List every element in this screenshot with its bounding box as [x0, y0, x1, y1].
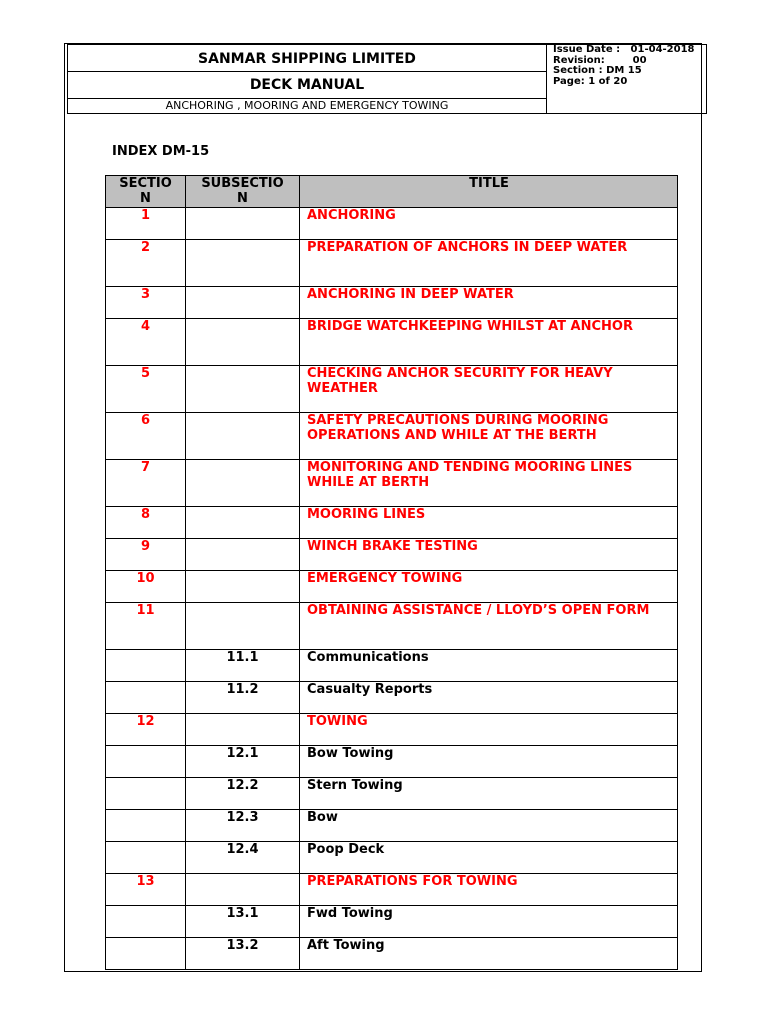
table-row — [106, 650, 678, 682]
document-meta — [546, 44, 707, 114]
table-row — [106, 539, 678, 571]
company-name: SANMAR SHIPPING LIMITED — [67, 44, 547, 72]
col-header-section-label: SECTIO N — [119, 176, 172, 206]
subsection-number: 12.2 — [186, 778, 300, 810]
section-number: 1 — [106, 208, 186, 240]
section-number: 7 — [106, 460, 186, 507]
meta-issue-date — [553, 45, 706, 56]
section-number — [106, 810, 186, 842]
table-row — [106, 714, 678, 746]
table-row — [106, 366, 678, 413]
meta-section — [553, 66, 706, 77]
col-header-title-label: TITLE — [469, 176, 509, 191]
index-table-body — [106, 208, 678, 970]
table-row — [106, 778, 678, 810]
table-row — [106, 287, 678, 319]
section-number — [106, 650, 186, 682]
section-number — [106, 842, 186, 874]
col-header-section — [106, 176, 186, 208]
section-number — [106, 938, 186, 970]
section-number: 8 — [106, 507, 186, 539]
subsection-number: 11.2 — [186, 682, 300, 714]
meta-page — [553, 77, 706, 88]
subsection-title: Communications — [300, 650, 678, 682]
document-header — [67, 44, 547, 114]
table-row — [106, 874, 678, 906]
section-title: TOWING — [300, 714, 678, 746]
section-number: 5 — [106, 366, 186, 413]
table-row — [106, 842, 678, 874]
section-title: ANCHORING — [300, 208, 678, 240]
subsection-title: Fwd Towing — [300, 906, 678, 938]
index-title: INDEX DM-15 — [112, 144, 210, 159]
section-number: 4 — [106, 319, 186, 366]
table-row — [106, 319, 678, 366]
section-title: OBTAINING ASSISTANCE / LLOYD’S OPEN FORM — [300, 603, 678, 650]
subsection-number: 12.1 — [186, 746, 300, 778]
subsection-number — [186, 539, 300, 571]
section-number: 3 — [106, 287, 186, 319]
section-number — [106, 778, 186, 810]
table-row — [106, 208, 678, 240]
table-row — [106, 240, 678, 287]
subsection-number: 13.2 — [186, 938, 300, 970]
subsection-title: Casualty Reports — [300, 682, 678, 714]
index-table — [105, 175, 678, 970]
meta-value: 01-04-2018 — [630, 44, 695, 55]
subsection-number: 13.1 — [186, 906, 300, 938]
section-title: MONITORING AND TENDING MOORING LINES WHILE AT BERTH — [300, 460, 678, 507]
section-title: ANCHORING IN DEEP WATER — [300, 287, 678, 319]
subsection-number — [186, 460, 300, 507]
section-number — [106, 682, 186, 714]
manual-subtitle: ANCHORING , MOORING AND EMERGENCY TOWING — [67, 99, 547, 114]
subsection-number: 12.4 — [186, 842, 300, 874]
table-row — [106, 571, 678, 603]
section-title: SAFETY PRECAUTIONS DURING MOORING OPERATIONS AND WHILE AT THE BERTH — [300, 413, 678, 460]
subsection-number: 11.1 — [186, 650, 300, 682]
subsection-title: Poop Deck — [300, 842, 678, 874]
section-number — [106, 906, 186, 938]
subsection-number — [186, 714, 300, 746]
subsection-number — [186, 287, 300, 319]
section-title: WINCH BRAKE TESTING — [300, 539, 678, 571]
subsection-number — [186, 208, 300, 240]
table-row — [106, 460, 678, 507]
subsection-title: Bow Towing — [300, 746, 678, 778]
meta-value: 00 — [632, 54, 647, 66]
table-row — [106, 682, 678, 714]
table-header-row — [106, 176, 678, 208]
section-number: 12 — [106, 714, 186, 746]
col-header-subsection-label: SUBSECTIO N — [201, 176, 284, 206]
section-title: BRIDGE WATCHKEEPING WHILST AT ANCHOR — [300, 319, 678, 366]
section-number: 2 — [106, 240, 186, 287]
subsection-title: Stern Towing — [300, 778, 678, 810]
subsection-number — [186, 507, 300, 539]
table-row — [106, 413, 678, 460]
subsection-number — [186, 319, 300, 366]
meta-value: DM 15 — [606, 65, 642, 76]
section-title: CHECKING ANCHOR SECURITY FOR HEAVY WEATHER — [300, 366, 678, 413]
table-row — [106, 746, 678, 778]
subsection-title: Bow — [300, 810, 678, 842]
meta-label: Section : — [553, 65, 607, 76]
section-number: 11 — [106, 603, 186, 650]
table-row — [106, 938, 678, 970]
section-title: MOORING LINES — [300, 507, 678, 539]
col-header-title — [300, 176, 678, 208]
subsection-number — [186, 603, 300, 650]
table-row — [106, 507, 678, 539]
subsection-number — [186, 874, 300, 906]
meta-label: Revision: — [553, 54, 633, 66]
col-header-subsection — [186, 176, 300, 208]
section-number — [106, 746, 186, 778]
subsection-number — [186, 413, 300, 460]
subsection-number — [186, 571, 300, 603]
subsection-title: Aft Towing — [300, 938, 678, 970]
section-number: 9 — [106, 539, 186, 571]
meta-label: Issue Date : — [553, 44, 631, 55]
section-title: EMERGENCY TOWING — [300, 571, 678, 603]
section-title: PREPARATIONS FOR TOWING — [300, 874, 678, 906]
table-row — [106, 603, 678, 650]
section-number: 10 — [106, 571, 186, 603]
subsection-number — [186, 366, 300, 413]
section-number: 13 — [106, 874, 186, 906]
subsection-number — [186, 240, 300, 287]
table-row — [106, 810, 678, 842]
meta-label: Page: — [553, 75, 589, 87]
manual-title: DECK MANUAL — [67, 72, 547, 99]
table-row — [106, 906, 678, 938]
subsection-number: 12.3 — [186, 810, 300, 842]
meta-value: 1 of 20 — [588, 75, 628, 87]
section-number: 6 — [106, 413, 186, 460]
section-title: PREPARATION OF ANCHORS IN DEEP WATER — [300, 240, 678, 287]
